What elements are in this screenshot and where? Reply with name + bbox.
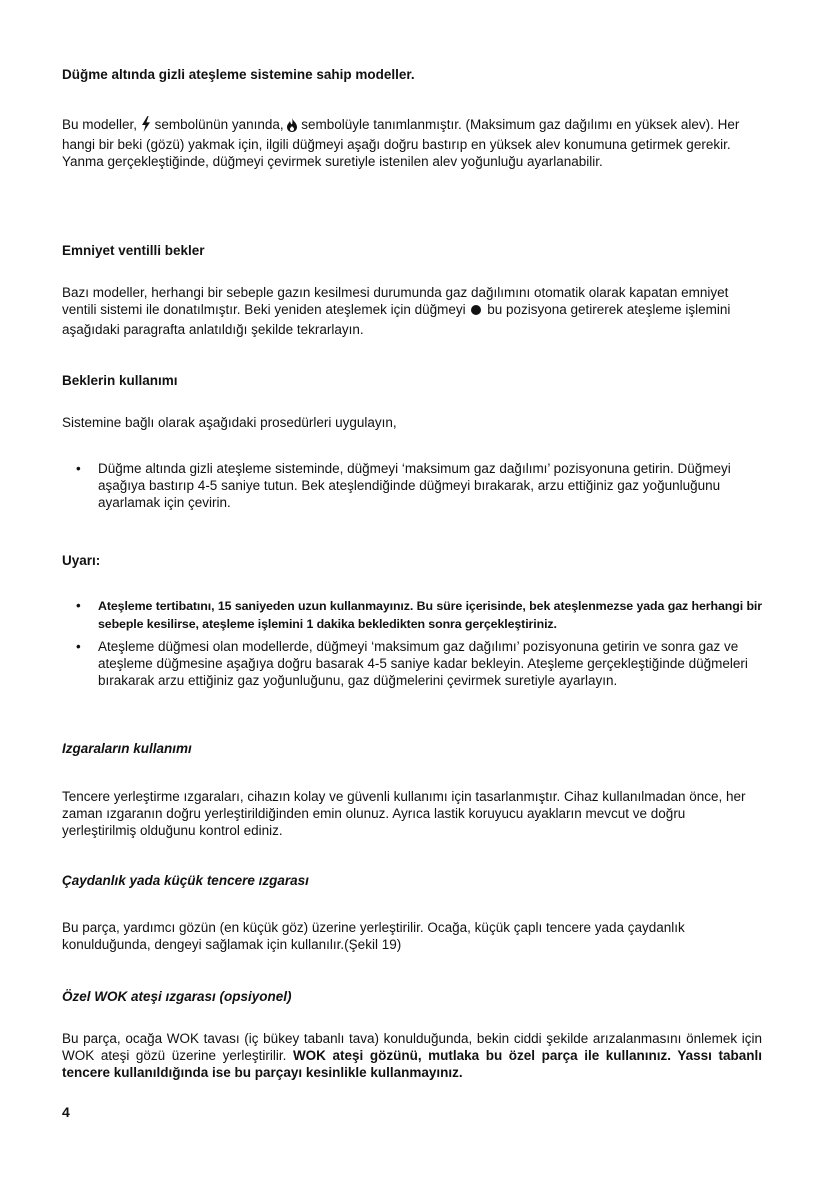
section-heading-burner-use: Beklerin kullanımı [62, 373, 178, 388]
bullet-marker: • [76, 461, 81, 476]
paragraph-hidden-ignition [62, 116, 762, 170]
burner-procedure-list [62, 460, 762, 511]
list-item [62, 460, 762, 511]
paragraph-part: Bazı modeller, herhangi bir sebeple gazın kesilmesi durumunda gaz dağılımını otomatik olarak kapatan emniyet ventili sistemi ile donatılmıştır. Beki yeniden ateşlemek için düğmeyi [62, 285, 729, 317]
list-item-text: Ateşleme düğmesi olan modellerde, düğmeyi ‘maksimum gaz dağılımı’ pozisyonuna getirin ve sonra gaz ve ateşleme düğmesine aşağıya doğru basarak 4-5 saniye kadar bekleyin. Ateşleme gerçekleştiğinde düğmeleri bırakarak arzu ettiğiniz gaz yoğunluğunu, gaz düğmelerini çevirmek suretiyle ayarlayın. [98, 639, 748, 688]
list-item-text: Düğme altında gizli ateşleme sisteminde, düğmeyi ‘maksimum gaz dağılımı’ pozisyonuna getirin. Düğmeyi aşağıya bastırıp 4-5 saniye tutun. Bek ateşlendiğinde düğmeyi bırakarak, arzu ettiğiniz gaz yoğunluğunu ayarlamak için çevirin. [98, 461, 731, 510]
paragraph-part: Bu parça, ocağa WOK tavası (iç bükey tabanlı tava) konulduğunda, bekin ciddi şekilde arızalanmasını önlemek için WOK ateşi gözü üzerine yerleştirilir. [62, 1031, 762, 1063]
section-heading-kettle-grid: Çaydanlık yada küçük tencere ızgarası [62, 873, 309, 888]
section-heading-safety-valve: Emniyet ventilli bekler [62, 243, 205, 258]
paragraph-part: Bu modeller, [62, 117, 138, 132]
paragraph-part: bu pozisyona getirerek ateşleme işlemini aşağıdaki paragrafta anlatıldığı şekilde tekrarlayın. [62, 302, 731, 337]
section-heading-grids: Izgaraların kullanımı [62, 741, 192, 756]
bullet-marker: • [76, 639, 81, 654]
paragraph-part: sembolünün yanında, [154, 117, 284, 132]
section-heading-warning: Uyarı: [62, 553, 101, 568]
list-item-text: Ateşleme tertibatını, 15 saniyeden uzun kullanmayınız. Bu süre içerisinde, bek ateşlenmezse yada gaz herhangi bir sebeple kesilirse, ateşleme işlemini 1 dakika bekledikten sonra gerçekleştiriniz. [98, 599, 762, 631]
paragraph-part-bold: WOK ateşi gözünü, mutlaka bu özel parça ile kullanınız. Yassı tabanlı tencere kullanıldığında ise bu parçayı kesinlikle kullanmayınız. [62, 1048, 762, 1080]
lightning-icon [141, 116, 151, 136]
bullet-marker: • [76, 598, 81, 613]
page-number: 4 [62, 1104, 70, 1120]
section-heading-hidden-ignition: Düğme altında gizli ateşleme sistemine sahip modeller. [62, 67, 415, 82]
paragraph-part: sembolüyle tanımlanmıştır. (Maksimum gaz dağılımı en yüksek alev). Her hangi bir beki (gözü) yakmak için, ilgili düğmeyi aşağı doğru bastırıp en yüksek alev konumuna getirmek gerekir. Yanma gerçekleştiğinde, düğmeyi çevirmek suretiyle istenilen alev yoğunluğu ayarlanabilir. [62, 117, 740, 169]
paragraph-wok-grid [62, 1030, 762, 1081]
list-item [62, 638, 762, 689]
warning-list [62, 597, 762, 689]
filled-circle-icon [469, 303, 483, 321]
paragraph-safety-valve [62, 284, 762, 338]
paragraph-burner-intro: Sistemine bağlı olarak aşağıdaki prosedürleri uygulayın, [62, 415, 397, 430]
flame-icon [287, 118, 297, 136]
paragraph-kettle-grid: Bu parça, yardımcı gözün (en küçük göz) üzerine yerleştirilir. Ocağa, küçük çaplı tencere yada çaydanlık konulduğunda, dengeyi sağlamak için kullanılır.(Şekil 19) [62, 920, 685, 952]
section-heading-wok-grid: Özel WOK ateşi ızgarası (opsiyonel) [62, 989, 292, 1004]
paragraph-grids: Tencere yerleştirme ızgaraları, cihazın kolay ve güvenli kullanımı için tasarlanmıştır. Cihaz kullanılmadan önce, her zaman ızgaranın doğru yerleştirildiğinden emin olunuz. Ayrıca lastik koruyucu ayakların mevcut ve doğru yerleştirilmiş olduğunu kontrol ediniz. [62, 789, 746, 838]
list-item [62, 597, 762, 633]
